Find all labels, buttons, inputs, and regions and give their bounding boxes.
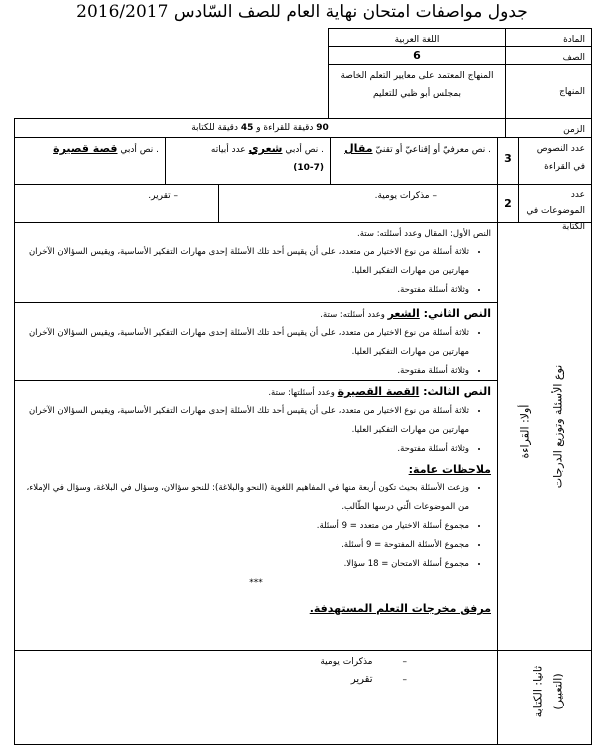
curriculum-label: المنهاج xyxy=(505,64,592,119)
heading-text: وعدد أسئلتها: ستة. xyxy=(268,388,338,398)
page-title: جدول مواصفات امتحان نهاية العام للصف السّادس 2016/2017 xyxy=(76,2,528,22)
writing-item: مذكرات يومية xyxy=(320,657,373,667)
open-item: • وثلاثة أسئلة مفتوحة. xyxy=(21,362,469,381)
text3-type xyxy=(14,137,166,185)
side-label: نوع الأسئلة وتوزيع الدرجات xyxy=(551,364,565,489)
heading-text: النص الثاني: xyxy=(419,307,491,320)
mcq-item: • ثلاثة أسئلة من نوع الاختيار من متعدد، على أن يقيس أحد تلك الأسئلة إحدى مهارات التفكير الأساسية، ويقيس السؤالان الآخران مهارتين من مهارات التفكير العليا. xyxy=(21,243,469,281)
writing-minutes: 45 xyxy=(240,123,254,133)
subject-value: اللغة العربية xyxy=(328,28,506,47)
texts-count: 3 xyxy=(497,137,519,185)
heading-text: النص الثالث: xyxy=(419,385,491,398)
time-label: الزمن xyxy=(505,118,592,138)
note-item: • مجموع أسئلة الامتحان = 18 سؤالا. xyxy=(21,555,469,574)
subject-label: المادة xyxy=(505,28,592,47)
writing-label: ثانيا: الكتابة xyxy=(531,665,545,718)
text1-type xyxy=(330,137,498,185)
text3-heading xyxy=(21,383,491,402)
text-type-bold: مقال xyxy=(344,142,373,155)
topic-1: – مذكرات يومية. xyxy=(218,184,498,223)
curriculum-line: المنهاج المعتمد على معايير التعلم الخاصة xyxy=(340,71,494,81)
text1-heading: النص الأول: المقال وعدد أسئلته: ستة. xyxy=(357,229,491,239)
text-type-bold: قصة قصيرة xyxy=(53,142,118,155)
reading-minutes: 90 xyxy=(316,123,329,133)
writing-label-sub: (التعبير) xyxy=(551,673,565,710)
open-item: • وثلاثة أسئلة مفتوحة. xyxy=(21,440,469,459)
text-type: . نص أدبي xyxy=(282,145,324,155)
grade-value: 6 xyxy=(328,46,506,65)
separator-stars: *** xyxy=(249,578,263,588)
topics-count: 2 xyxy=(497,184,519,223)
curriculum-line: بمجلس أبو ظبي للتعليم xyxy=(372,89,462,99)
heading-text: الشعر xyxy=(387,307,420,320)
note-item: • مجموع أسئلة الاختيار من متعدد = 9 أسئلة. xyxy=(21,517,469,536)
time-value xyxy=(14,118,506,138)
heading-text: وعدد أسئلته: ستة. xyxy=(320,310,388,320)
text-type: عدد أبياته xyxy=(210,145,249,155)
reading-label: أولا: القراءة xyxy=(518,404,532,459)
curriculum-value xyxy=(328,64,506,119)
text-type: . نص معرفيّ أو إقناعيّ أو تقنيّ xyxy=(372,145,491,155)
text2-type xyxy=(165,137,331,185)
dash: – xyxy=(402,657,407,667)
attachment-link[interactable]: مرفق مخرجات التعلم المستهدفة. xyxy=(309,602,491,615)
note-item: • وزعت الأسئلة بحيث تكون أربعة منها في المفاهيم اللغوية (النحو والبلاغة): للنحو سؤالان، وسؤال في البلاغة، وسؤال في الإملاء، من الموضوعات الّتي درسها الطّالب. xyxy=(21,479,469,517)
topic-2: – تقرير. xyxy=(14,184,219,223)
texts-label: عدد النصوص في القراءة xyxy=(518,137,592,185)
mcq-item: • ثلاثة أسئلة من نوع الاختيار من متعدد، على أن يقيس أحد تلك الأسئلة إحدى مهارات التفكير الأساسية، ويقيس السؤالان الآخران مهارتين من مهارات التفكير العليا. xyxy=(21,402,469,440)
grade-label: الصف xyxy=(505,46,592,65)
open-item: • وثلاثة أسئلة مفتوحة. xyxy=(21,281,469,300)
text-type: . نص أدبي xyxy=(117,145,159,155)
text2-block xyxy=(14,302,498,381)
text1-block xyxy=(14,222,498,303)
writing-cell xyxy=(497,650,592,745)
text2-heading xyxy=(21,305,491,324)
writing-item: تقرير xyxy=(350,674,373,685)
mcq-item: • ثلاثة أسئلة من نوع الاختيار من متعدد، على أن يقيس أحد تلك الأسئلة إحدى مهارات التفكير الأساسية، ويقيس السؤالان الآخران مهارتين من مهارات التفكير العليا. xyxy=(21,324,469,362)
heading-text: القصة القصيرة xyxy=(337,385,420,398)
writing-block xyxy=(14,650,498,745)
text3-block xyxy=(14,380,498,651)
text-type-bold: شعري xyxy=(248,142,283,155)
verse-count: (10-7) xyxy=(293,163,324,173)
notes-heading: ملاحظات عامة: xyxy=(408,463,491,476)
topics-label: عدد الموضوعات في الكتابة xyxy=(518,184,592,223)
note-item: • مجموع الأسئلة المفتوحة = 9 أسئلة. xyxy=(21,536,469,555)
time-text: دقيقة للقراءة و xyxy=(253,123,317,133)
time-text: دقيقة للكتابة xyxy=(191,123,241,133)
dash: – xyxy=(402,675,407,685)
